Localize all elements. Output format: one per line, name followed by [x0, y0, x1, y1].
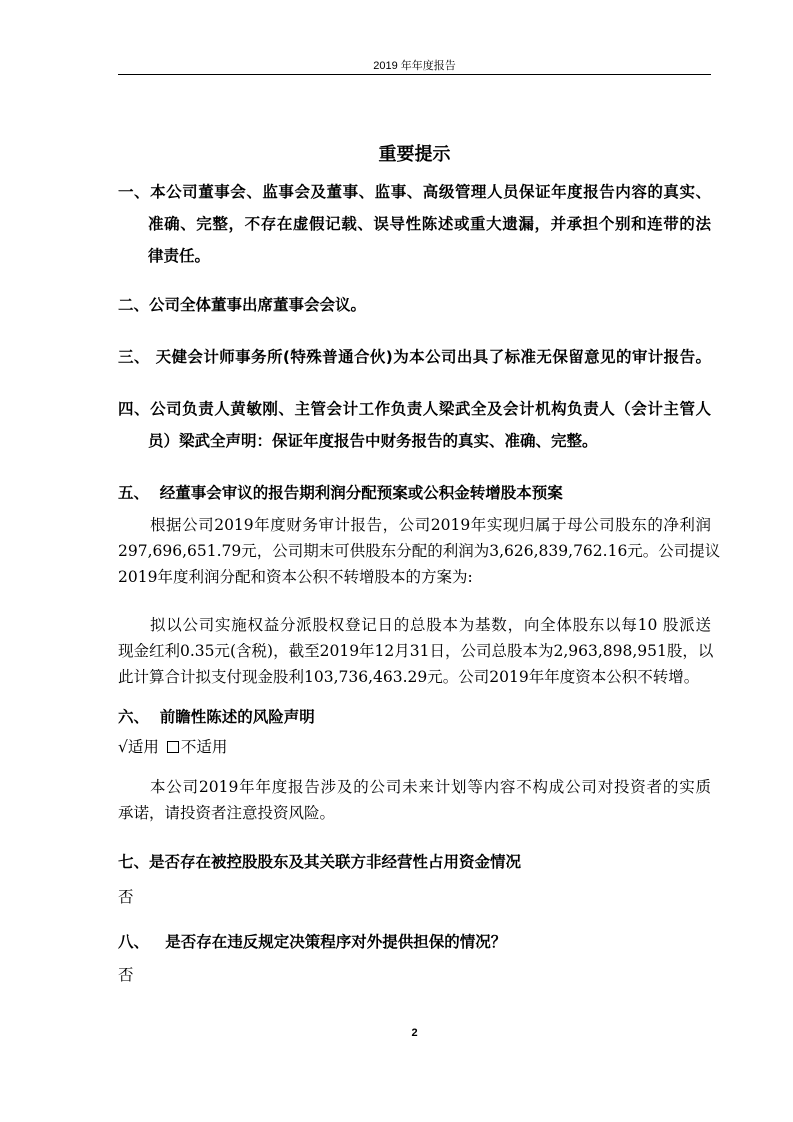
empty-checkbox-icon — [167, 741, 179, 753]
section-7-answer: 否 — [118, 888, 134, 906]
item-4-line-1: 四、公司负责人黄敏刚、主管会计工作负责人梁武全及会计机构负责人（会计主管人 — [118, 400, 711, 418]
item-3: 三、 天健会计师事务所(特殊普通合伙)为本公司出具了标准无保留意见的审计报告。 — [118, 348, 711, 366]
section-6-heading: 六、 前瞻性陈述的风险声明 — [118, 708, 315, 726]
item-1-line-3: 律责任。 — [148, 247, 211, 265]
section-8-answer: 否 — [118, 966, 134, 984]
item-2: 二、公司全体董事出席董事会会议。 — [118, 296, 367, 314]
check-mark-icon: √ — [118, 738, 128, 756]
section-5-para2-line-3: 此计算合计拟支付现金股利103,736,463.29元。公司2019年年度资本公积不转增。 — [118, 668, 700, 686]
section-5-heading: 五、 经董事会审议的报告期利润分配预案或公积金转增股本预案 — [118, 484, 563, 502]
not-applicable-label: 不适用 — [180, 738, 228, 756]
page-title: 重要提示 — [378, 144, 451, 165]
item-4-line-2: 员）梁武全声明：保证年度报告中财务报告的真实、准确、完整。 — [148, 432, 598, 450]
section-7-heading: 七、是否存在被控股股东及其关联方非经营性占用资金情况 — [118, 853, 522, 871]
item-1-line-1: 一、本公司董事会、监事会及董事、监事、高级管理人员保证年度报告内容的真实、 — [118, 183, 711, 201]
section-5-para1-line-3: 2019年度利润分配和资本公积不转增股本的方案为: — [118, 568, 473, 586]
section-5-para2-line-2: 现金红利0.35元(含税)，截至2019年12月31日，公司总股本为2,963,898,951股，以 — [118, 642, 714, 660]
section-8-heading: 八、 是否存在违反规定决策程序对外提供担保的情况？ — [118, 933, 507, 951]
page-number: 2 — [411, 1027, 418, 1039]
applicability-options — [118, 737, 227, 757]
section-5-para1-line-1: 根据公司2019年度财务审计报告，公司2019年实现归属于母公司股东的净利润 — [150, 516, 711, 534]
applicable-label: 适用 — [127, 738, 159, 756]
header-rule — [118, 74, 711, 75]
item-1-line-2: 准确、完整，不存在虚假记载、误导性陈述或重大遗漏，并承担个别和连带的法 — [148, 215, 711, 233]
section-5-para2-line-1: 拟以公司实施权益分派股权登记日的总股本为基数，向全体股东以每10 股派送 — [150, 616, 711, 634]
section-6-para-line-2: 承诺，请投资者注意投资风险。 — [118, 804, 336, 822]
page-header: 2019 年年度报告 — [373, 60, 456, 72]
section-6-para-line-1: 本公司2019年年度报告涉及的公司未来计划等内容不构成公司对投资者的实质 — [150, 778, 711, 796]
section-5-para1-line-2: 297,696,651.79元，公司期末可供股东分配的利润为3,626,839,762.16元。公司提议 — [118, 542, 721, 560]
